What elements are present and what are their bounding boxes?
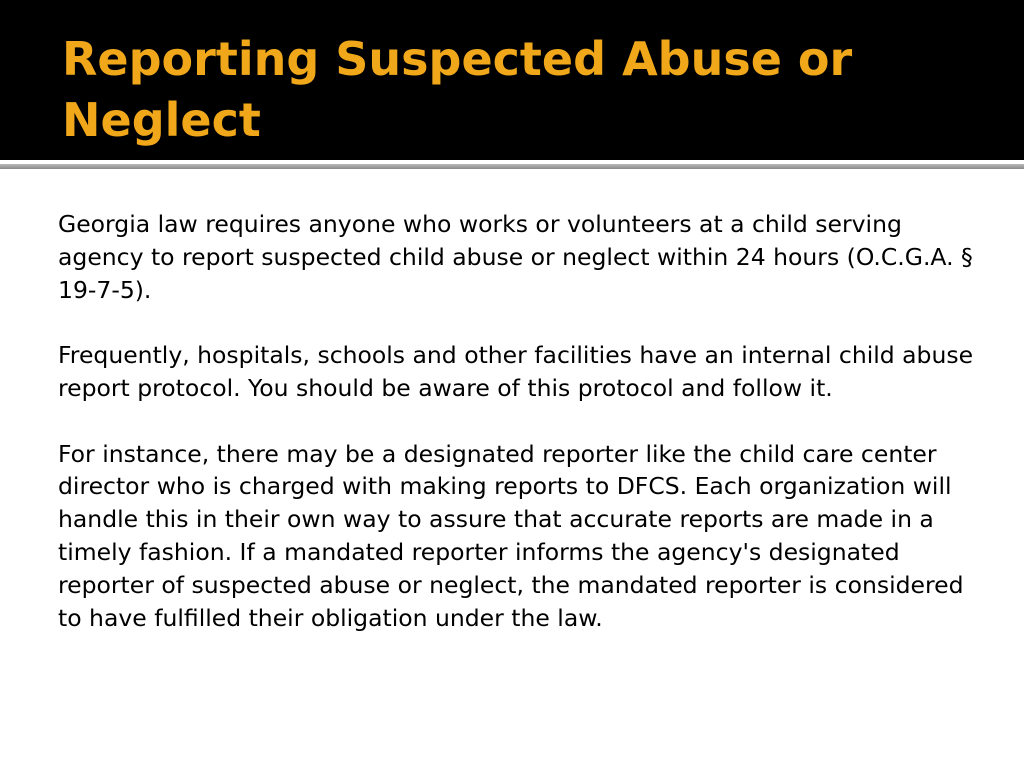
title-banner xyxy=(0,0,1024,160)
paragraph-designated-reporter: For instance, there may be a designated reporter like the child care center director who is charged with making reports to DFCS. Each organization will handle this in their own way to assure that accurate reports are made in a timely fashion. If a mandated reporter informs the agency's designated reporter of suspected abuse or neglect, the mandated reporter is considered to have fulfilled their obligation under the law. xyxy=(58,439,964,632)
title-divider xyxy=(0,164,1024,169)
slide-body xyxy=(58,208,978,634)
slide-title: Reporting Suspected Abuse or Neglect xyxy=(62,32,853,147)
paragraph-internal-protocol: Frequently, hospitals, schools and other facilities have an internal child abuse report protocol. You should be aware of this protocol and follow it. xyxy=(58,341,974,402)
paragraph-georgia-law: Georgia law requires anyone who works or volunteers at a child serving agency to report suspected child abuse or neglect within 24 hours (O.C.G.A. § 19-7-5). xyxy=(58,210,973,304)
